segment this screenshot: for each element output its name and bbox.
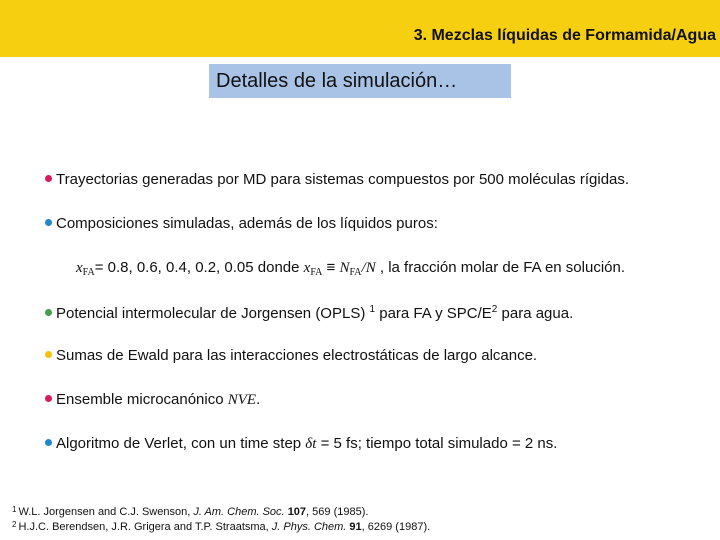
ref-authors: W.L. Jorgensen and C.J. Swenson, [18, 506, 194, 518]
mole-fraction-formula [76, 259, 625, 278]
bullet-item-ensemble [45, 391, 260, 409]
bullet-text: Sumas de Ewald para las interacciones electrostáticas de largo alcance. [56, 347, 538, 364]
bullet-item-potential [45, 304, 573, 322]
formula-sub: FA [82, 267, 95, 278]
formula-nsub: FA [349, 267, 362, 278]
bullet-item-ewald [45, 347, 537, 364]
ref-sup: 2 [491, 304, 498, 315]
bullet-text: = 5 fs; tiempo total simulado = 2 ns. [316, 435, 558, 452]
ref-number: 1 [12, 505, 17, 514]
ref-rest: , 6269 (1987). [361, 521, 431, 533]
ref-volume: 91 [349, 521, 362, 533]
formula-var2: x [303, 260, 311, 276]
ref-sup: 1 [369, 304, 376, 315]
ref-rest: , 569 (1985). [306, 506, 369, 518]
bullet-item-compositions [45, 215, 438, 232]
formula-values: = 0.8, 0.6, 0.4, 0.2, 0.05 donde [94, 259, 304, 276]
bullet-item-verlet [45, 435, 557, 453]
bullet-dot-icon [45, 395, 52, 402]
section-subtitle: Detalles de la simulación… [209, 64, 511, 98]
bullet-dot-icon [45, 175, 52, 182]
reference-1 [12, 505, 368, 518]
bullet-text: . [256, 391, 261, 408]
bullet-text: Composiciones simuladas, además de los líquidos puros: [56, 215, 438, 232]
formula-ntotal: N [365, 260, 376, 276]
bullet-dot-icon [45, 309, 52, 316]
bullet-text: Ensemble microcanónico [56, 391, 228, 408]
bullet-dot-icon [45, 219, 52, 226]
bullet-text: Potencial intermolecular de Jorgensen (OPLS) [56, 305, 370, 322]
ensemble-name: NVE [227, 392, 257, 408]
formula-var: x [76, 260, 83, 276]
bullet-item-trajectories [45, 171, 629, 188]
formula-slash: / [361, 260, 366, 276]
formula-equiv: ≡ [322, 259, 340, 276]
reference-2 [12, 520, 430, 533]
bullet-text: para agua. [497, 305, 574, 322]
bullet-text: para FA y SPC/E [375, 305, 492, 322]
title-bar [0, 0, 720, 57]
time-step-symbol: δt [305, 436, 317, 452]
ref-journal: J. Am. Chem. Soc. [193, 506, 285, 518]
bullet-text: Trayectorias generadas por MD para sistemas compuestos por 500 moléculas rígidas. [56, 171, 630, 188]
formula-tail: , la fracción molar de FA en solución. [375, 259, 625, 276]
bullet-dot-icon [45, 351, 52, 358]
formula-n: N [339, 260, 350, 276]
slide-title: 3. Mezclas líquidas de Formamida/Agua [413, 27, 716, 44]
ref-volume: 107 [287, 506, 307, 518]
ref-number: 2 [12, 520, 17, 529]
ref-journal: J. Phys. Chem. [271, 521, 347, 533]
ref-authors: H.J.C. Berendsen, J.R. Grigera and T.P. Straatsma, [18, 521, 272, 533]
bullet-text: Algoritmo de Verlet, con un time step [56, 435, 306, 452]
formula-sub2: FA [310, 267, 323, 278]
bullet-dot-icon [45, 439, 52, 446]
